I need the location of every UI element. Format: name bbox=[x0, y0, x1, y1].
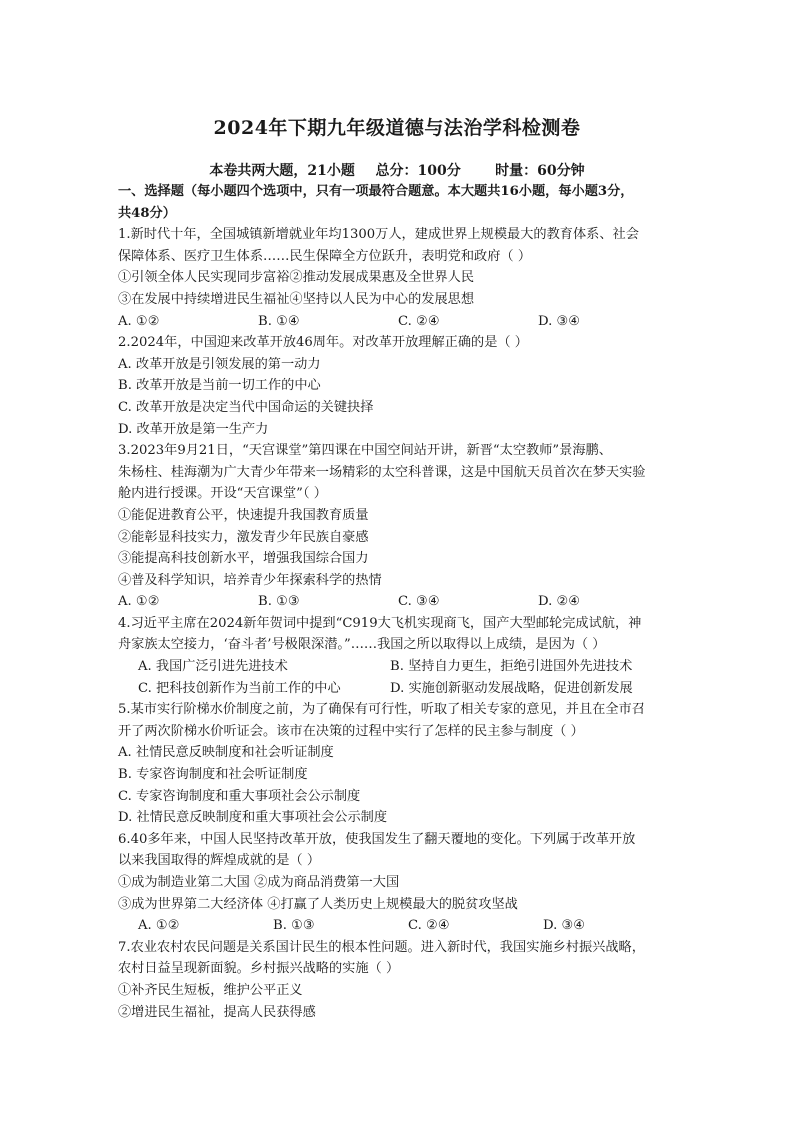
q4-options-row2 bbox=[118, 678, 678, 700]
q5-option-d[interactable]: D. 社情民意反映制度和重大事项社会公示制度 bbox=[118, 810, 388, 826]
q3-option-b[interactable]: B. ①③ bbox=[258, 594, 300, 610]
q6-option-a[interactable]: A. ①② bbox=[138, 918, 180, 934]
q3-statement: ④普及科学知识，培养青少年探索科学的热情 bbox=[118, 572, 382, 588]
q1-option-a[interactable]: A. ①② bbox=[118, 313, 160, 329]
q2-option-c[interactable]: C. 改革开放是决定当代中国命运的关键抉择 bbox=[118, 399, 374, 415]
q4-option-a[interactable]: A. 我国广泛引进先进技术 bbox=[138, 659, 288, 675]
q7-statement: ①补齐民生短板，维护公平正义 bbox=[118, 982, 303, 998]
q3-statement: ①能促进教育公平，快速提升我国教育质量 bbox=[118, 507, 369, 523]
q1-option-b[interactable]: B. ①④ bbox=[258, 313, 300, 329]
q5-option-a[interactable]: A. 社情民意反映制度和社会听证制度 bbox=[118, 745, 334, 761]
q3-stem-cont: 朱杨柱、桂海潮为广大青少年带来一场精彩的太空科普课，这是中国航天员首次在梦天实验 bbox=[118, 464, 646, 480]
exam-body bbox=[118, 181, 678, 1023]
q1-options bbox=[118, 311, 678, 333]
q3-stem-cont: 舱内进行授课。开设“天宫课堂”（ ） bbox=[118, 486, 327, 502]
q4-stem: 4.习近平主席在2024新年贺词中提到“C919大飞机实现商飞，国产大型邮轮完成试航，神 bbox=[118, 615, 642, 631]
q3-statement: ②能彰显科技实力，激发青少年民族自豪感 bbox=[118, 529, 369, 545]
q6-options bbox=[118, 915, 678, 937]
section-heading-cont: 共48分） bbox=[118, 205, 176, 221]
q7-stem: 7.农业农村农民问题是关系国计民生的根本性问题。进入新时代，我国实施乡村振兴战略， bbox=[118, 939, 645, 955]
q1-statement: ③在发展中持续增进民生福祉④坚持以人民为中心的发展思想 bbox=[118, 291, 475, 307]
q4-options-row1 bbox=[118, 656, 678, 678]
q7-statement: ②增进民生福祉，提高人民获得感 bbox=[118, 1004, 316, 1020]
exam-subtitle: 本卷共两大题，21小题 总分：100分 时量：60分钟 bbox=[209, 163, 585, 179]
q2-option-a[interactable]: A. 改革开放是引领发展的第一动力 bbox=[118, 356, 321, 372]
q1-option-c[interactable]: C. ②④ bbox=[398, 313, 440, 329]
q2-option-b[interactable]: B. 改革开放是当前一切工作的中心 bbox=[118, 378, 321, 394]
q3-option-d[interactable]: D. ②④ bbox=[538, 594, 581, 610]
q6-statement: ①成为制造业第二大国 ②成为商品消费第一大国 bbox=[118, 875, 400, 890]
q6-option-b[interactable]: B. ①③ bbox=[273, 918, 315, 934]
q4-option-c[interactable]: C. 把科技创新作为当前工作的中心 bbox=[138, 680, 341, 696]
q4-option-b[interactable]: B. 坚持自力更生，拒绝引进国外先进技术 bbox=[390, 659, 633, 675]
q1-statement: ①引领全体人民实现同步富裕②推动发展成果惠及全世界人民 bbox=[118, 270, 475, 286]
q5-option-b[interactable]: B. 专家咨询制度和社会听证制度 bbox=[118, 767, 308, 783]
section-heading: 一、选择题（每小题四个选项中，只有一项最符合题意。本大题共16小题，每小题3分， bbox=[118, 184, 634, 199]
q6-statement: ③成为世界第二大经济体 ④打赢了人类历史上规模最大的脱贫攻坚战 bbox=[118, 896, 518, 912]
q3-option-a[interactable]: A. ①② bbox=[118, 594, 160, 610]
q5-stem-cont: 开了两次阶梯水价听证会。该市在决策的过程中实行了怎样的民主参与制度（ ） bbox=[118, 723, 584, 739]
exam-title: 2024年下期九年级道德与法治学科检测卷 bbox=[213, 117, 581, 139]
q3-options bbox=[118, 591, 678, 613]
q7-stem-cont: 农村日益呈现新面貌。乡村振兴战略的实施（ ） bbox=[118, 961, 400, 977]
q6-option-c[interactable]: C. ②④ bbox=[408, 918, 450, 934]
q5-stem: 5.某市实行阶梯水价制度之前，为了确保有可行性，听取了相关专家的意见，并且在全市召 bbox=[118, 702, 645, 718]
q6-stem: 6.40多年来，中国人民坚持改革开放，使我国发生了翻天覆地的变化。下列属于改革开放 bbox=[118, 831, 636, 847]
q3-stem: 3.2023年9月21日，“天宫课堂”第四课在中国空间站开讲，新晋“太空教师”景海鹏、 bbox=[118, 443, 612, 459]
q1-option-d[interactable]: D. ③④ bbox=[538, 313, 581, 329]
q5-option-c[interactable]: C. 专家咨询制度和重大事项社会公示制度 bbox=[118, 788, 361, 804]
q1-stem: 1.新时代十年，全国城镇新增就业年均1300万人，建成世界上规模最大的教育体系、社会 bbox=[118, 227, 639, 243]
q3-option-c[interactable]: C. ③④ bbox=[398, 594, 440, 610]
q4-stem-cont: 舟家族太空接力，‘奋斗者’号极限深潜。”……我国之所以取得以上成绩，是因为（ ） bbox=[118, 637, 606, 653]
q4-option-d[interactable]: D. 实施创新驱动发展战略，促进创新发展 bbox=[390, 680, 633, 696]
q6-option-d[interactable]: D. ③④ bbox=[543, 918, 586, 934]
q2-option-d[interactable]: D. 改革开放是第一生产力 bbox=[118, 421, 269, 437]
q3-statement: ③能提高科技创新水平，增强我国综合国力 bbox=[118, 551, 369, 567]
q6-stem-cont: 以来我国取得的辉煌成就的是（ ） bbox=[118, 853, 321, 869]
q1-stem-cont: 保障体系、医疗卫生体系……民生保障全方位跃升，表明党和政府（ ） bbox=[118, 248, 532, 264]
q2-stem: 2.2024年，中国迎来改革开放46周年。对改革开放理解正确的是（ ） bbox=[118, 335, 528, 351]
